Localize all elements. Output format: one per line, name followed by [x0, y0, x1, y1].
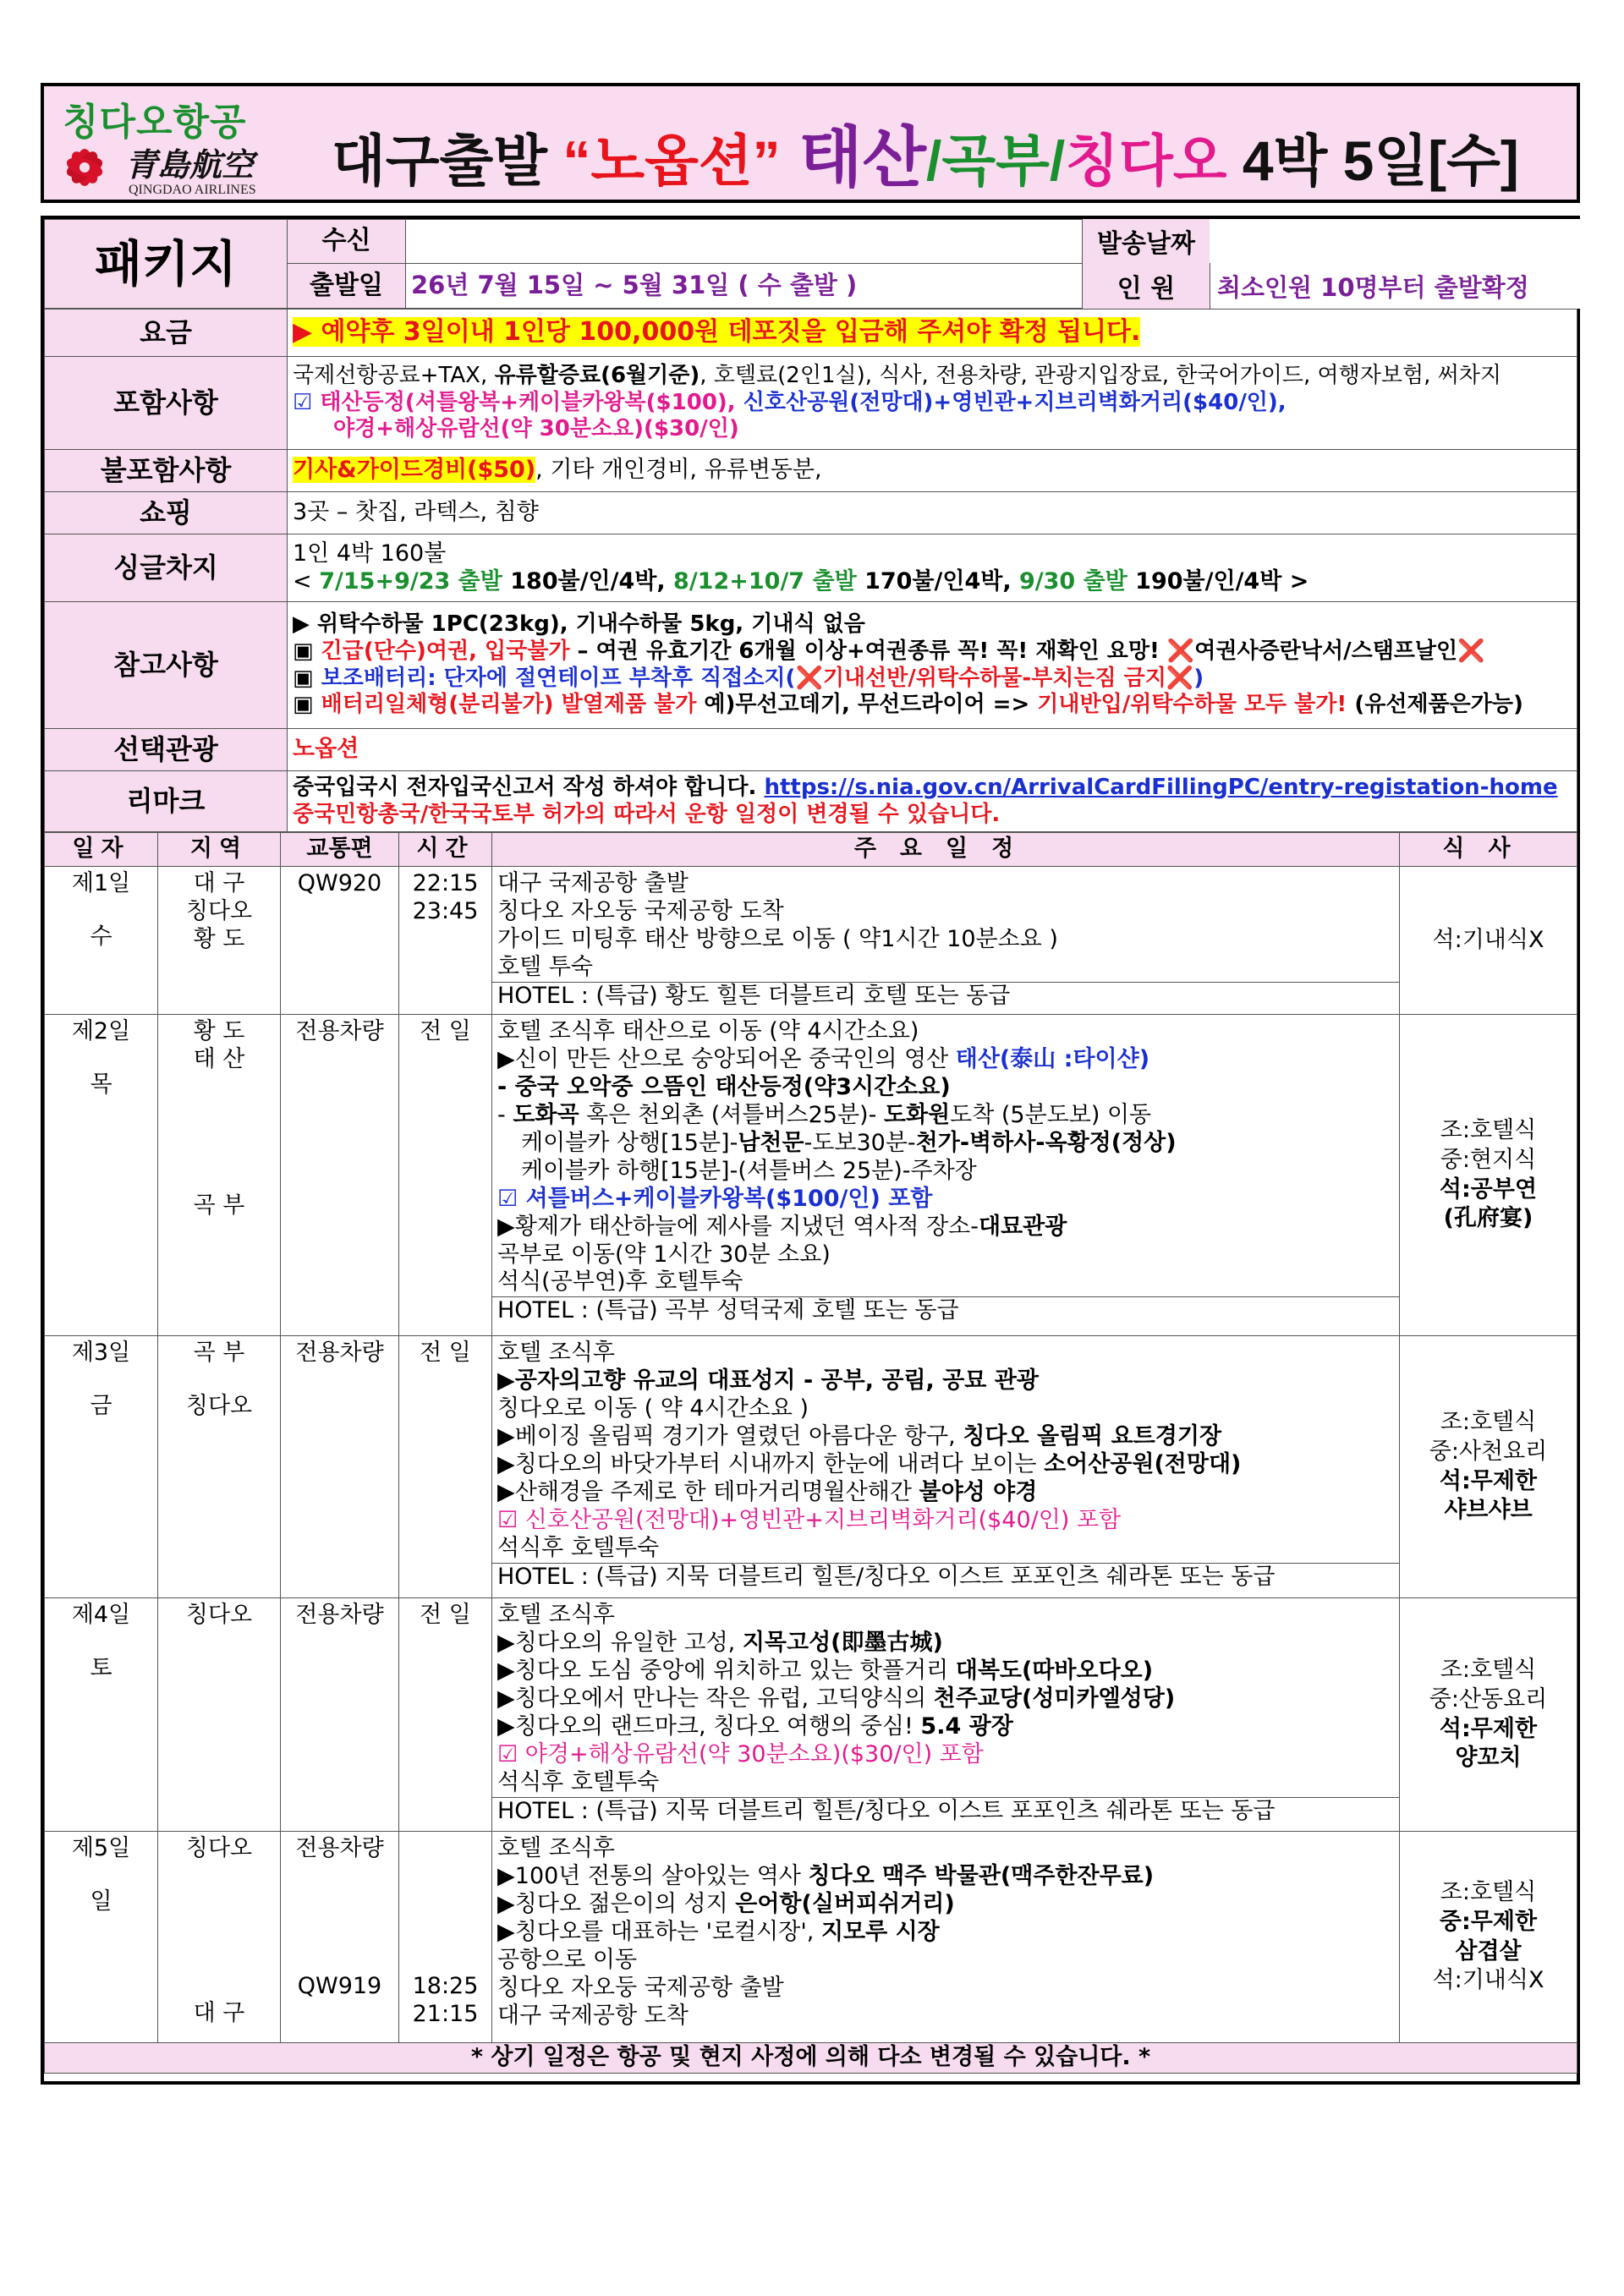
remark-label: 리마크: [45, 771, 288, 832]
people-label: 인 원: [1082, 263, 1210, 309]
transport-cell: [281, 1832, 399, 2043]
day-cell: [45, 1832, 158, 2043]
meal: 양꼬치: [1455, 1745, 1522, 1772]
shopping-label: 쇼핑: [45, 492, 288, 534]
meal: (孔府宴): [1443, 1205, 1533, 1232]
itinerary-cell: [492, 1832, 1400, 2043]
day-label: 제2일: [71, 1018, 131, 1044]
note-text: – 여권 유효기간 6개월 이상+여권종류 꼭! 꼭! 재확인 요망!: [569, 638, 1167, 664]
meal: 중:현지식: [1440, 1146, 1537, 1173]
include-value: [288, 357, 1577, 450]
include-text: , 호텔료(2인1실), 식사, 전용차량, 관광지입장료, 한국어가이드, 여행자보험, 써차지: [700, 362, 1501, 388]
itinerary-text: -도보30분-: [804, 1129, 916, 1156]
page-title: [332, 105, 1519, 200]
weekday-label: 수: [90, 923, 112, 950]
day-row: [45, 1336, 1577, 1598]
flower-logo-icon: [52, 139, 117, 196]
itinerary-text: ▶칭다오의 유일한 고성,: [497, 1629, 743, 1656]
itinerary-cell: [492, 1015, 1400, 1336]
note-text: ▣: [293, 665, 321, 691]
meal: 중:산동요리: [1429, 1685, 1548, 1712]
time: 21:15: [412, 2000, 479, 2027]
recipient-label: 수신: [288, 220, 406, 264]
arrival-card-link[interactable]: https://s.nia.gov.cn/ArrivalCardFillingPC/entry-registation-home: [764, 774, 1558, 800]
note-text: 보조배터리: 단자에 절연테이프 부착후 직접소지(: [321, 665, 796, 691]
remark-text: 중국민항총국/한국국토부 허가의 따라서 운항 일정이 변경될 수 있습니다.: [293, 801, 1001, 827]
fee-text: ▶ 예약후 3일이내 1인당 100,000원 데포짓을 입금해 주셔야 확정 됩니다.: [293, 317, 1141, 348]
day-row: [45, 1598, 1577, 1832]
day-label: 제4일: [71, 1602, 131, 1628]
itinerary-text: 지모루 시장: [820, 1918, 940, 1945]
region: 곡 부: [193, 1192, 245, 1219]
day-label: 제3일: [71, 1340, 131, 1366]
itinerary-cell: [492, 867, 1400, 1015]
remark-text: 중국입국시 전자입국신고서 작성 하셔야 합니다.: [293, 774, 765, 800]
schedule-table: [44, 832, 1577, 2074]
single-text: 190불/인/4박 >: [1127, 567, 1309, 595]
note-text: 기내선반/위탁수하물-부치는짐 금지: [822, 665, 1166, 691]
itinerary-text: 지목고성(即墨古城): [742, 1629, 943, 1656]
itinerary-text: 도착 (5분도보) 이동: [950, 1101, 1152, 1128]
shopping-value: 3곳 – 찻집, 라텍스, 침향: [288, 492, 1577, 534]
itinerary-line: 공항으로 이동: [497, 1946, 638, 1973]
meal-cell: [1400, 1336, 1577, 1598]
exclude-value: [288, 450, 1577, 492]
region: 칭다오: [185, 1392, 253, 1419]
col-region: 지역: [158, 833, 281, 867]
day-cell: [45, 1015, 158, 1336]
single-text: 1인 4박 160불: [293, 540, 447, 567]
note-text: ▶ 위탁수하물 1PC(23kg), 기내수하물 5kg, 기내식 없음: [293, 611, 865, 638]
col-transport: 교통편: [281, 833, 399, 867]
time-cell: 전 일: [399, 1015, 492, 1336]
single-text: <: [293, 567, 320, 595]
col-day: 일자: [45, 833, 158, 867]
include-text: 태산등정(셔틀왕복+케이블카왕복($100),: [320, 389, 743, 415]
itinerary-text: 도화곡: [513, 1101, 579, 1128]
day-label: 제5일: [71, 1835, 131, 1861]
itinerary-line: 석식(공부연)후 호텔투숙: [497, 1269, 743, 1296]
meal: 조:호텔식: [1440, 1657, 1537, 1684]
note-value: [288, 602, 1577, 729]
meal: 삼겹살: [1455, 1937, 1522, 1964]
itinerary-text: 혹은 천외촌 (셔틀버스25분)-: [579, 1101, 884, 1128]
title-part: 대구출발: [332, 129, 563, 192]
itinerary-text: 소어산공원(전망대): [1044, 1450, 1242, 1477]
meal: 석:무제한: [1439, 1715, 1538, 1742]
itinerary-line: 가이드 미팅후 태산 방향으로 이동 ( 약1시간 10분소요 ): [497, 925, 1058, 952]
remark-value: [288, 771, 1577, 832]
region: 태 산: [193, 1045, 245, 1072]
detail-table: [44, 309, 1577, 832]
region: 곡 부: [193, 1340, 245, 1366]
weekday-label: 목: [90, 1071, 112, 1098]
note-text: 예)무선고데기, 무선드라이어 =>: [696, 692, 1038, 718]
exclude-label: 불포함사항: [45, 450, 288, 492]
title-part: 태산: [780, 120, 927, 195]
itinerary-text: ▶베이징 올림픽 경기가 열렸던 아름다운 항구,: [497, 1422, 963, 1449]
single-text: 7/15+9/23 출발: [319, 567, 502, 595]
region: 황 도: [193, 1018, 245, 1044]
meal: 조:호텔식: [1440, 1409, 1537, 1436]
itinerary-text: ▶칭다오에서 만나는 작은 유럽, 고딕양식의: [497, 1685, 934, 1712]
region-cell: [158, 1598, 281, 1832]
itinerary-line: 곡부로 이동(약 1시간 30분 소요): [497, 1241, 831, 1268]
x-icon: ❌: [1166, 665, 1194, 691]
itinerary-line: 호텔 조식후: [497, 1602, 615, 1628]
hotel-line: HOTEL : (특급) 지묵 더블트리 힐튼/칭다오 이스트 포포인츠 쉐라톤 또는 동급: [492, 1797, 1399, 1826]
itinerary-text: ▶100년 전통의 살아있는 역사: [497, 1862, 809, 1889]
meal: 중:사천요리: [1429, 1438, 1548, 1465]
transport-cell: 전용차량: [281, 1015, 399, 1336]
send-date-label-box: 발송날짜: [1082, 219, 1210, 263]
single-label: 싱글차지: [45, 534, 288, 602]
note-label: 참고사항: [45, 602, 288, 729]
itinerary-line: 케이블카 하행[15분]-(셔틀버스 25분)-주차장: [521, 1157, 977, 1184]
itinerary-text: 칭다오 올림픽 요트경기장: [963, 1422, 1222, 1449]
itinerary-text: 불야성 야경: [919, 1478, 1038, 1505]
day-label: 제1일: [71, 870, 131, 896]
x-icon: ❌: [795, 665, 823, 691]
weekday-label: 일: [90, 1888, 112, 1915]
include-text: 국제선항공료+TAX,: [293, 362, 495, 388]
itinerary-line: 대구 국제공항 출발: [497, 870, 689, 896]
weekday-label: 토: [90, 1654, 112, 1681]
note-text: ▣: [293, 638, 321, 664]
itinerary-line: ☑ 신호산공원(전망대)+영빈관+지브리벽화거리($40/인) 포함: [497, 1506, 1122, 1533]
include-text: 신호산공원(전망대)+영빈관+지브리벽화거리($40/인),: [743, 389, 1287, 415]
time: 18:25: [412, 1973, 479, 1999]
itinerary-line: - 중국 오악중 으뜸인 태산등정(약3시간소요): [497, 1073, 951, 1100]
meal: 중:무제한: [1439, 1908, 1538, 1935]
itinerary-line: 대구 국제공항 도착: [497, 2002, 689, 2029]
weekday-label: 금: [90, 1392, 112, 1419]
transport: 전용차량: [295, 1835, 384, 1861]
include-text: 야경+해상유람선(약 30분소요)($30/인): [333, 416, 739, 442]
itinerary-line: 호텔 투숙: [497, 953, 593, 980]
itinerary-line: ☑ 셔틀버스+케이블카왕복($100/인) 포함: [497, 1185, 933, 1212]
header-banner: [41, 83, 1580, 203]
region-cell: [158, 1336, 281, 1598]
title-part: 칭다오: [1065, 129, 1227, 192]
itinerary-text: -: [497, 1101, 513, 1128]
meal: 석:기내식X: [1432, 1967, 1544, 1994]
people-value: 최소인원 10명부터 출발확정: [1210, 263, 1580, 309]
fee-label: 요금: [45, 310, 288, 357]
send-date-value: [1209, 219, 1581, 263]
col-itinerary: 주요일정: [492, 833, 1400, 867]
itinerary-text: 케이블카 상행[15분]-: [521, 1129, 738, 1156]
time-cell: [399, 1832, 492, 2043]
footer-note: * 상기 일정은 항공 및 현지 사정에 의해 다소 변경될 수 있습니다. *: [45, 2043, 1577, 2074]
time-cell: 전 일: [399, 1336, 492, 1598]
time-cell: 전 일: [399, 1598, 492, 1832]
exclude-text: 기사&가이드경비($50): [293, 457, 536, 484]
note-text: 여권사증란낙서/스탬프날인: [1194, 638, 1458, 664]
itinerary-text: ▶신이 만든 산으로 숭앙되어온 중국인의 영산: [497, 1045, 956, 1072]
time: 23:45: [412, 897, 479, 924]
note-text: 배터리일체형(분리불가) 발열제품 불가: [321, 692, 697, 718]
x-icon: ❌: [1166, 638, 1195, 664]
itinerary-line: 석식후 호텔투숙: [497, 1768, 660, 1795]
itinerary-text: 천주교당(성미카엘성당): [933, 1685, 1176, 1712]
itinerary-line: 석식후 호텔투숙: [497, 1534, 660, 1561]
logo-english: QINGDAO AIRLINES: [129, 183, 256, 197]
transport-cell: 전용차량: [281, 1598, 399, 1832]
col-meal: 식사: [1400, 833, 1577, 867]
single-text: 170불/인4박,: [856, 567, 1019, 595]
note-text: 긴급(단수)여권, 입국불가: [321, 638, 570, 664]
single-text: 8/12+10/7 출발: [673, 567, 857, 595]
package-label: 패키지: [45, 220, 288, 309]
itinerary-text: 5.4 광장: [920, 1712, 1013, 1740]
logo-chinese: 青島航空: [125, 145, 255, 184]
meal: 샤브샤브: [1444, 1497, 1533, 1524]
meal: 석:무제한: [1439, 1467, 1538, 1494]
day-cell: [45, 1598, 158, 1832]
checkbox-icon: ☑: [293, 389, 321, 415]
itinerary-text: 태산(泰山 :타이샨): [955, 1045, 1150, 1072]
logo-korean: 칭다오항공: [63, 101, 247, 143]
meal-cell: [1400, 1598, 1577, 1832]
departure-label: 출발일: [288, 264, 406, 309]
itinerary-text: ▶칭다오의 랜드마크, 칭다오 여행의 중심!: [497, 1712, 921, 1740]
itinerary-text: ▶산해경을 주제로 한 테마거리명월산해간: [497, 1478, 919, 1505]
people-row: [1082, 263, 1580, 309]
itinerary-text: 은어항(실버피쉬거리): [735, 1890, 955, 1917]
note-text: ): [1193, 665, 1204, 691]
itinerary-line: 호텔 조식후: [497, 1340, 615, 1366]
transport-cell: 전용차량: [281, 1336, 399, 1598]
region-cell: [158, 1015, 281, 1336]
time: 22:15: [412, 870, 479, 896]
note-text: (유선제품은가능): [1347, 692, 1523, 718]
meal-cell: [1400, 1015, 1577, 1336]
itinerary-text: ▶황제가 태산하늘에 제사를 지냈던 역사적 장소-: [497, 1213, 979, 1240]
itinerary-line: 호텔 조식후: [497, 1835, 615, 1861]
itinerary-text: 남천문: [738, 1129, 804, 1156]
package-sheet: [41, 216, 1580, 2085]
time-cell: [399, 867, 492, 1015]
single-value: [288, 534, 1577, 602]
meal: 석:기내식X: [1432, 926, 1544, 953]
option-value: 노옵션: [288, 729, 1577, 771]
itinerary-line: 칭다오 자오둥 국제공항 도착: [497, 897, 784, 924]
itinerary-cell: [492, 1598, 1400, 1832]
col-time: 시간: [399, 833, 492, 867]
day-cell: [45, 867, 158, 1015]
region-cell: [158, 1832, 281, 2043]
itinerary-text: ▶칭다오를 대표하는 '로컬시장',: [497, 1918, 821, 1945]
itinerary-text: 도화원: [883, 1101, 951, 1128]
include-label: 포함사항: [45, 357, 288, 450]
hotel-line: HOTEL : (특급) 지묵 더블트리 힐튼/칭다오 이스트 포포인츠 쉐라톤 또는 동급: [492, 1563, 1399, 1592]
itinerary-text: ▶칭다오의 바닷가부터 시내까지 한눈에 내려다 보이는: [497, 1450, 1045, 1477]
transport: QW919: [297, 1972, 382, 1999]
meal: 조:호텔식: [1440, 1117, 1537, 1144]
itinerary-text: 천가-벽하사-옥황정(정상): [915, 1129, 1177, 1156]
fee-value: [288, 310, 1577, 357]
region-cell: [158, 867, 281, 1015]
itinerary-text: 칭다오 맥주 박물관(맥주한잔무료): [808, 1862, 1155, 1889]
day-row: [45, 1832, 1577, 2043]
region: 칭다오: [185, 1602, 253, 1628]
itinerary-text: ▶칭다오 젊은이의 성지: [497, 1890, 736, 1917]
meal: 석:공부연: [1439, 1175, 1538, 1203]
x-icon: ❌: [1457, 638, 1485, 664]
single-text: 180불/인/4박,: [502, 567, 674, 595]
itinerary-text: ▶칭다오 도심 중앙에 위치하고 있는 핫플거리: [497, 1657, 956, 1684]
transport-cell: QW920: [281, 867, 399, 1015]
itinerary-line: 칭다오 자오둥 국제공항 출발: [497, 1974, 784, 2001]
single-text: 9/30 출발: [1018, 567, 1127, 595]
region: 대 구: [193, 1999, 245, 2026]
day-row: [45, 867, 1577, 1015]
day-row: [45, 1015, 1577, 1336]
include-text: 유류할증료(6월기준): [494, 362, 700, 388]
title-part: 4박 5일[수]: [1226, 129, 1519, 192]
note-text: ▣: [293, 692, 321, 718]
title-part: “노옵션”: [562, 129, 781, 192]
itinerary-cell: [492, 1336, 1400, 1598]
itinerary-line: 호텔 조식후 태산으로 이동 (약 4시간소요): [497, 1018, 919, 1044]
note-text: 기내반입/위탁수하물 모두 불가!: [1037, 692, 1347, 718]
exclude-text: , 기타 개인경비, 유류변동분,: [535, 457, 822, 484]
itinerary-text: 대복도(따바오다오): [955, 1657, 1154, 1684]
itinerary-text: 대묘관광: [978, 1213, 1067, 1240]
hotel-line: HOTEL : (특급) 곡부 성덕국제 호텔 또는 동급: [492, 1296, 1399, 1325]
region: 칭다오: [185, 897, 253, 924]
itinerary-line: ▶공자의고향 유교의 대표성지 - 공부, 공림, 공묘 관광: [497, 1367, 1039, 1394]
day-cell: [45, 1336, 158, 1598]
meal: 조:호텔식: [1440, 1879, 1537, 1906]
region: 대 구: [193, 870, 245, 896]
title-part: /곡부/: [926, 129, 1066, 192]
departure-value: 26년 7월 15일 ~ 5월 31일 ( 수 출발 ): [406, 264, 1400, 309]
itinerary-line: 칭다오로 이동 ( 약 4시간소요 ): [497, 1395, 809, 1422]
option-label: 선택관광: [45, 729, 288, 771]
region: 칭다오: [185, 1835, 253, 1861]
meal-cell: [1400, 867, 1577, 1015]
hotel-line: HOTEL : (특급) 황도 힐튼 더블트리 호텔 또는 동급: [492, 982, 1399, 1011]
meal-cell: [1400, 1832, 1577, 2043]
itinerary-line: ☑ 야경+해상유람선(약 30분소요)($30/인) 포함: [497, 1740, 984, 1767]
region: 황 도: [193, 925, 245, 952]
